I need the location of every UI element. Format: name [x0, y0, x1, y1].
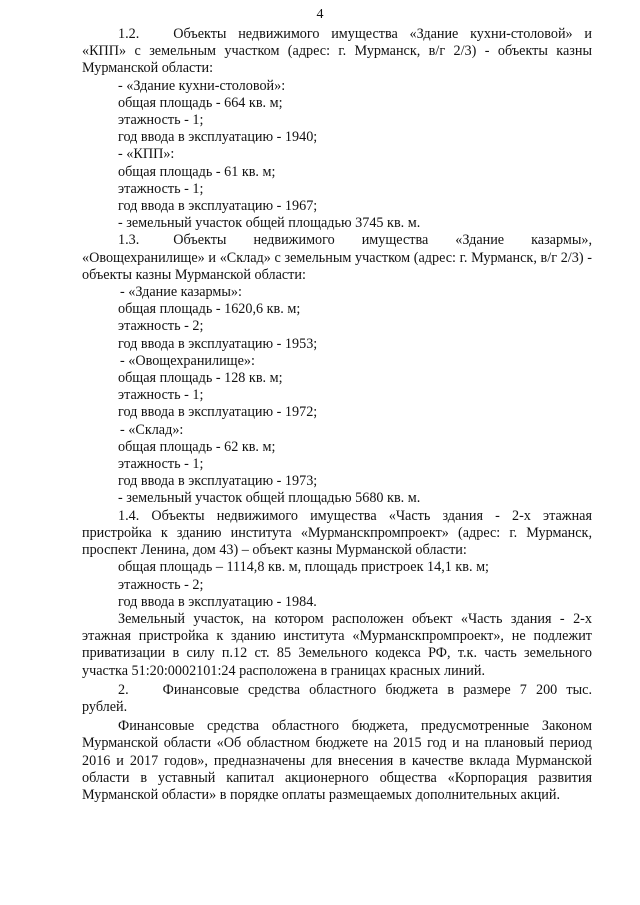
clause-1-3-text: Объекты недвижимого имущества «Здание казармы», «Овощехранилище» и «Склад» с земельным участком (адрес: г. Мурманск, в/г 2/3) - объекты казны Мурманской области: [82, 232, 592, 283]
list-item: общая площадь – 1114,8 кв. м, площадь пристроек 14,1 кв. м; [118, 559, 489, 576]
document-body [82, 26, 592, 804]
list-item: - «Склад»: [120, 421, 184, 438]
list-item: - «Овощехранилище»: [120, 352, 255, 369]
list-item: этажность - 1; [118, 180, 204, 197]
list-item: год ввода в эксплуатацию - 1972; [118, 404, 318, 421]
clause-1-3-number: 1.3. [118, 232, 140, 249]
land-paragraph: Земельный участок, на котором расположен объект «Часть здания - 2-х этажная пристройка к зданию института «Мурманскпромпроект», не подлежит приватизации в силу п.12 ст. 85 Земельного кодекса РФ, т.к. часть земельного участка 51:20:0002101:24 расположена в границах красных линий. [82, 610, 592, 679]
list-item: общая площадь - 61 кв. м; [118, 163, 276, 180]
clause-1-3 [82, 232, 592, 284]
clause-2-text: Финансовые средства областного бюджета в размере 7 200 тыс. рублей. [82, 681, 592, 715]
clause-1-2-text: Объекты недвижимого имущества «Здание кухни-столовой» и «КПП» с земельным участком (адрес: г. Мурманск, в/г 2/3) - объекты казны Мурманской области: [82, 26, 592, 77]
list-item: - «Здание казармы»: [120, 284, 242, 301]
list-item: - «КПП»: [118, 146, 175, 163]
clause-2-number: 2. [118, 681, 129, 698]
list-item: этажность - 2; [118, 576, 204, 593]
list-item: общая площадь - 1620,6 кв. м; [118, 301, 301, 318]
list-item: год ввода в эксплуатацию - 1953; [118, 335, 318, 352]
list-item: - земельный участок общей площадью 5680 кв. м. [118, 490, 421, 507]
list-item: общая площадь - 128 кв. м; [118, 370, 283, 387]
clause-1-2 [82, 26, 592, 78]
clause-1-4: 1.4. Объекты недвижимого имущества «Часть здания - 2-х этажная пристройка к зданию института «Мурманскпромпроект» (адрес: г. Мурманск, проспект Ленина, дом 43) – объект казны Мурманской области: [82, 507, 592, 559]
list-item: этажность - 2; [118, 318, 204, 335]
list-item: год ввода в эксплуатацию - 1967; [118, 198, 318, 215]
list-item: этажность - 1; [118, 456, 204, 473]
list-item: общая площадь - 62 кв. м; [118, 438, 276, 455]
list-item: этажность - 1; [118, 387, 204, 404]
list-item: - «Здание кухни-столовой»: [118, 77, 286, 94]
list-item: год ввода в эксплуатацию - 1940; [118, 129, 318, 146]
list-item: этажность - 1; [118, 112, 204, 129]
clause-1-2-number: 1.2. [118, 26, 140, 42]
list-item: общая площадь - 664 кв. м; [118, 94, 283, 111]
final-paragraph: Финансовые средства областного бюджета, предусмотренные Законом Мурманской области «Об областном бюджете на 2015 год и на плановый период 2016 и 2017 годов», предназначены для внесения в качестве вклада Мурманской области в уставный капитал акционерного общества «Корпорация развития Мурманской области» в порядке оплаты размещаемых дополнительных акций. [82, 718, 592, 803]
list-item: год ввода в эксплуатацию - 1984. [118, 593, 317, 610]
clause-2 [82, 682, 592, 716]
list-item: год ввода в эксплуатацию - 1973; [118, 473, 318, 490]
page-number: 4 [316, 7, 324, 22]
list-item: - земельный участок общей площадью 3745 кв. м. [118, 215, 421, 232]
